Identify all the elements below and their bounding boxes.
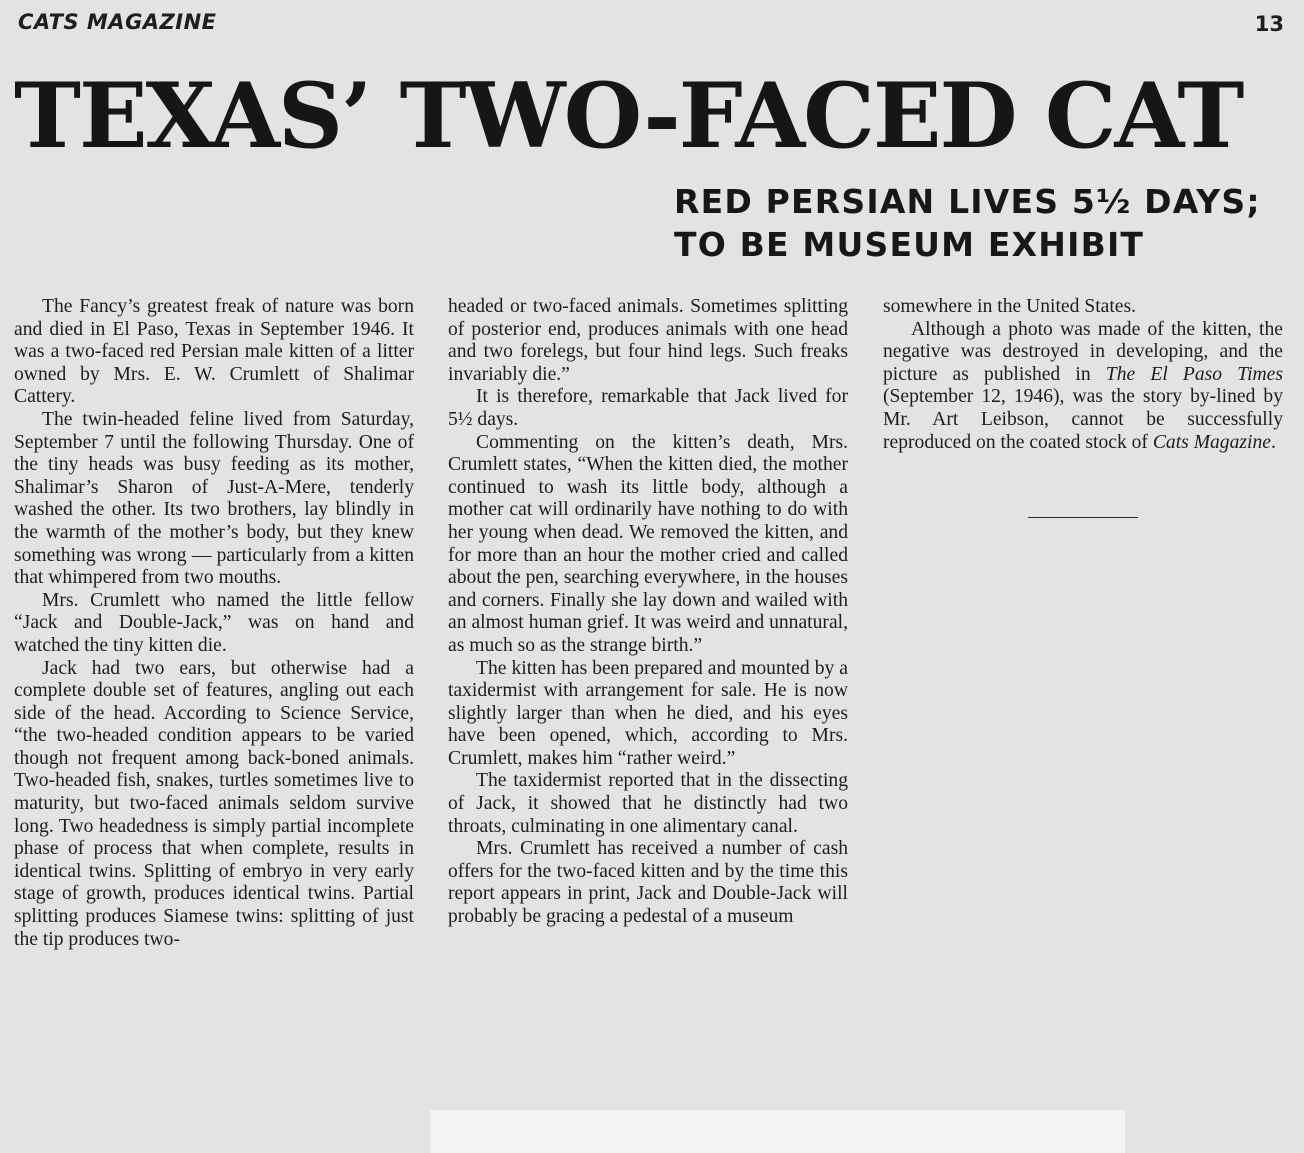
paragraph: Jack had two ears, but otherwise had a complete double set of features, angling out each side of the head. According to Science Service, “the two-headed condition appears to be varied though not frequent among back-boned animals. Two-headed fish, snakes, turtles sometimes live to maturity, but two-faced animals seldom survive long. Two headedness is simply partial incomplete phase of process that when complete, results in identical twins. Splitting of embryo in very early stage of growth, produces identical twins. Partial splitting produces Siamese twins: splitting of just the tip produces two- [14,657,414,950]
subhead-line-2: TO BE MUSEUM EXHIBIT [674,225,1145,264]
running-head: CATS MAGAZINE [18,10,217,34]
article-headline: TEXAS’ TWO-FACED CAT [14,63,1243,169]
paragraph: Commenting on the kitten’s death, Mrs. Crumlett states, “When the kitten died, the mother continued to wash its little body, although a mother cat will ordinarily have nothing to do with her young when dead. We removed the kitten, and for more than an hour the mother cried and called about the pen, searching everywhere, in the houses and corners. Finally she lay down and wailed with an almost human grief. It was weird and unnatural, as much so as the strange birth.” [448,431,848,656]
magazine-title: Cats Magazine [1152,431,1271,453]
photo-note-paragraph [883,319,1283,455]
end-rule [1028,517,1138,518]
article-subhead [674,180,1294,266]
photo-note-text: (September 12, 1946), was the story by-lined by Mr. Art Leibson, cannot be successfully reproduced on the coated stock of [883,386,1283,453]
page-number: 13 [1254,12,1284,36]
paragraph: Mrs. Crumlett has received a number of cash offers for the two-faced kitten and by the time this report appears in print, Jack and Double-Jack will probably be gracing a pedestal of a museum [448,838,848,928]
subhead-line-1: RED PERSIAN LIVES 5½ DAYS; [674,182,1261,221]
body-column-3 [883,296,1283,454]
paragraph: The twin-headed feline lived from Saturday, September 7 until the following Thursday. One of the tiny heads was busy feeding as its mother, Shalimar’s Sharon of Just-A-Mere, tenderly washed the other. Its two brothers, lay blindly in the warmth of the mother’s body, but they knew something was wrong — particularly from a kitten that whimpered from two mouths. [14,408,414,589]
paragraph: somewhere in the United States. [883,296,1137,317]
paragraph: The Fancy’s greatest freak of nature was born and died in El Paso, Texas in September 1946. It was a two-faced red Persian male kitten of a litter owned by Mrs. E. W. Crumlett of Shalimar Cattery. [14,296,414,408]
paragraph: Mrs. Crumlett who named the little fellow “Jack and Double-Jack,” was on hand and watched the tiny kitten die. [14,589,414,656]
paragraph: headed or two-faced animals. Sometimes splitting of posterior end, produces animals with one head and two forelegs, but four hind legs. Such freaks invariably die.” [448,296,848,385]
blank-area [430,1110,1125,1153]
body-column-1 [14,296,414,951]
paragraph: The taxidermist reported that in the dissecting of Jack, it showed that he distinctly had two throats, culminating in one alimentary canal. [448,770,848,837]
newspaper-title: The El Paso Times [1105,363,1283,385]
paragraph: The kitten has been prepared and mounted by a taxidermist with arrangement for sale. He is now slightly larger than when he died, and his eyes have been opened, which, according to Mrs. Crumlett, makes him “rather weird.” [448,657,848,769]
photo-note-text: . [1270,431,1276,453]
paragraph: It is therefore, remarkable that Jack lived for 5½ days. [448,386,848,430]
body-column-2 [448,296,848,929]
photo-note-text: Although a photo was made of the kitten, the negative was destroyed in developing, and the picture as published in [883,318,1283,385]
